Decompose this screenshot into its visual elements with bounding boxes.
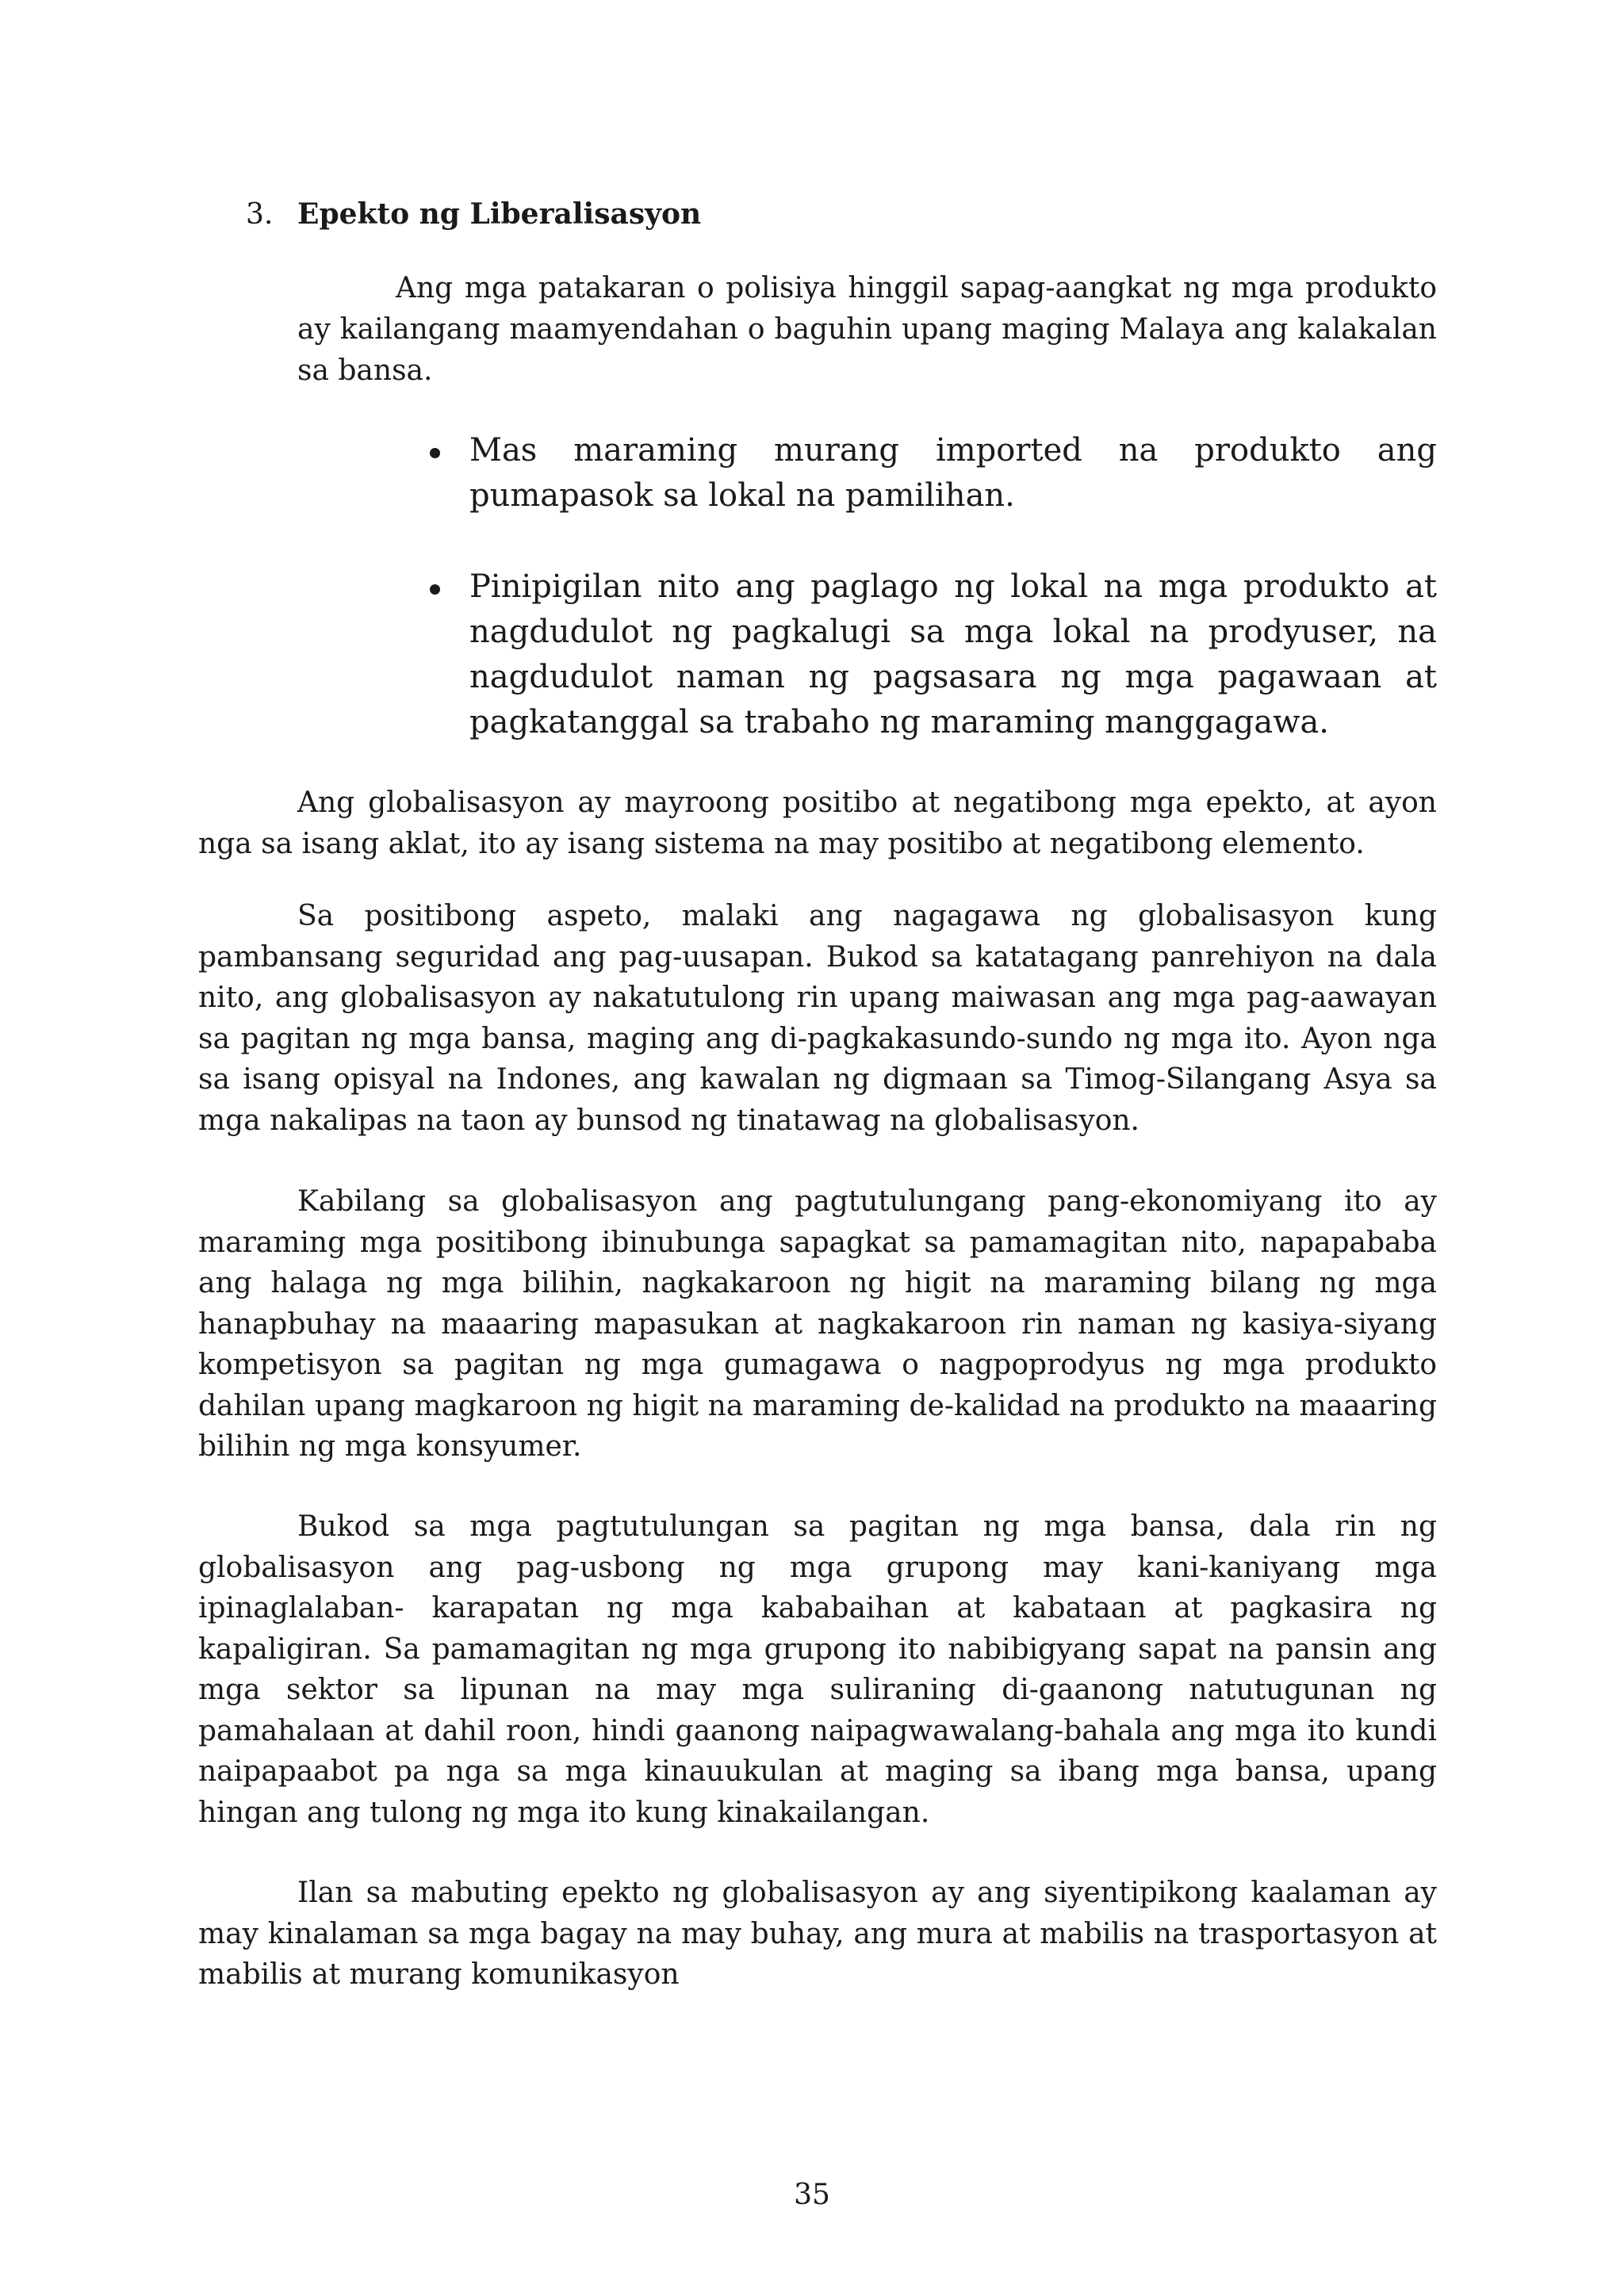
bullet-icon [430, 584, 440, 595]
bullet-item [428, 564, 1437, 745]
section-title: Epekto ng Liberalisasyon [297, 197, 702, 231]
section-intro: Ang mga patakaran o polisiya hinggil sapag-aangkat ng mga produkto ay kailangang maamyendahan o baguhin upang maging Malaya ang kalakalan sa bansa. [297, 272, 1437, 387]
section-heading [246, 194, 701, 235]
bullet-text: Mas maraming murang imported na produkto ang pumapasok sa lokal na pamilihan. [469, 432, 1437, 514]
body-paragraph: Bukod sa mga pagtutulungan sa pagitan ng mga bansa, dala rin ng globalisasyon ang pag-usbong ng mga grupong may kani-kaniyang mga ipinaglalaban- karapatan ng mga kababaihan at kabataan at pagkasira ng kapaligiran. Sa pamamagitan ng mga grupong ito nabibigyang sapat na pansin ang mga sektor sa lipunan na may mga suliraning di-gaanong natutugunan ng pamahalaan at dahil roon, hindi gaanong naipagwawalang-bahala ang mga ito kundi naipapaabot pa nga sa mga kinauukulan at maging sa ibang mga bansa, upang hingan ang tulong ng mga ito kung kinakailangan. [198, 1510, 1437, 1829]
body-paragraph: Ang globalisasyon ay mayroong positibo at negatibong mga epekto, at ayon nga sa isang aklat, ito ay isang sistema na may positibo at negatibong elemento. [198, 786, 1437, 860]
bullet-text: Pinipigilan nito ang paglago ng lokal na mga produkto at nagdudulot ng pagkalugi sa mga lokal na prodyuser, na nagdudulot naman ng pagsasara ng mga pagawaan at pagkatanggal sa trabaho ng maraming manggagawa. [469, 568, 1437, 740]
body-paragraph: Kabilang sa globalisasyon ang pagtutulungang pang-ekonomiyang ito ay maraming mga positibong ibinubunga sapagkat sa pamamagitan nito, napapababa ang halaga ng mga bilihin, nagkakaroon ng higit na maraming bilang ng mga hanapbuhay na maaaring mapasukan at nagkakaroon rin naman ng kasiya-siyang kompetisyon sa pagitan ng mga gumagawa o nagpoprodyus ng mga produkto dahilan upang magkaroon ng higit na maraming de-kalidad na produkto na maaaring bilihin ng mga konsyumer. [198, 1185, 1437, 1463]
body-paragraph: Sa positibong aspeto, malaki ang nagagawa ng globalisasyon kung pambansang seguridad ang pag-uusapan. Bukod sa katatagang panrehiyon na dala nito, ang globalisasyon ay nakatutulong rin upang maiwasan ang mga pag-aawayan sa pagitan ng mga bansa, maging ang di-pagkakasundo-sundo ng mga ito. Ayon nga sa isang opisyal na Indones, ang kawalan ng digmaan sa Timog-Silangang Asya sa mga nakalipas na taon ay bunsod ng tinatawag na globalisasyon. [198, 900, 1437, 1137]
section-number: 3. [246, 198, 274, 231]
bullet-icon [430, 448, 440, 458]
bullet-item [428, 428, 1437, 519]
bullet-list [428, 428, 1437, 791]
body-paragraph: Ilan sa mabuting epekto ng globalisasyon ay ang siyentipikong kaalaman ay may kinalaman sa mga bagay na may buhay, ang mura at mabilis na trasportasyon at mabilis at murang komunikasyon [198, 1877, 1437, 1991]
page-number: 35 [794, 2179, 830, 2211]
